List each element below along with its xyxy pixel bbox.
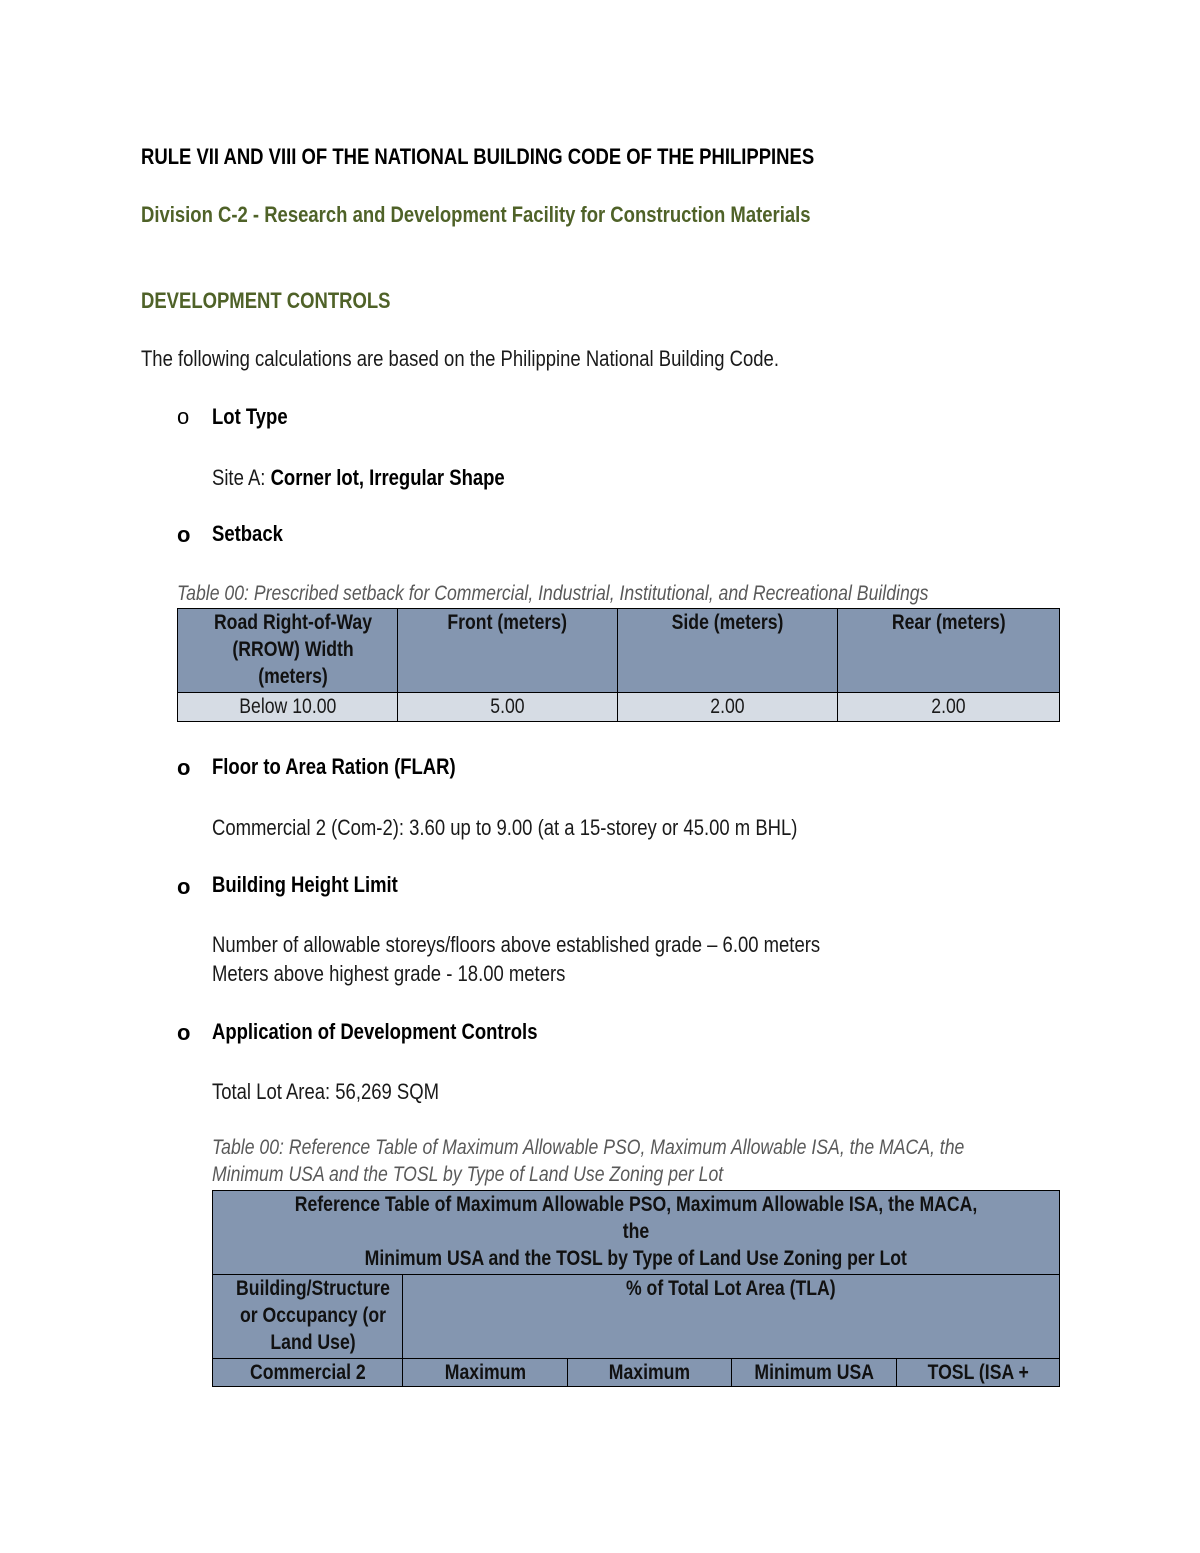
intro-paragraph: The following calculations are based on the Philippine National Building Code.	[141, 346, 779, 371]
setback-heading: Setback	[212, 521, 283, 546]
table-title-cell	[213, 1191, 1060, 1275]
height-limit-heading: Building Height Limit	[212, 872, 398, 897]
site-letter: A:	[247, 465, 266, 490]
bullet-marker: o	[177, 1020, 191, 1045]
bullet-marker: o	[177, 404, 190, 429]
site-line	[212, 465, 505, 491]
table-header-cell: Rear (meters)	[838, 609, 1060, 693]
site-value: Corner lot, Irregular Shape	[265, 465, 505, 490]
division-heading: Division C-2 - Research and Development Facility for Construction Materials	[141, 202, 811, 227]
lot-type-heading: Lot Type	[212, 404, 288, 429]
reference-table-caption-line2: Minimum USA and the TOSL by Type of Land Use Zoning per Lot	[212, 1163, 724, 1186]
table-header-row	[178, 609, 1060, 693]
bullet-marker: o	[177, 755, 191, 780]
flar-heading: Floor to Area Ration (FLAR)	[212, 754, 456, 779]
document-title: RULE VII AND VIII OF THE NATIONAL BUILDING CODE OF THE PHILIPPINES	[141, 144, 815, 169]
bullet-marker: o	[177, 874, 191, 899]
table-header-cell: TOSL (ISA +	[897, 1359, 1060, 1387]
table-title-row	[213, 1191, 1060, 1275]
table-row	[213, 1359, 1060, 1387]
table-row	[178, 693, 1060, 722]
table-header-cell: Maximum	[403, 1359, 568, 1387]
table-cell: 5.00	[398, 693, 618, 722]
table-title-line2: Minimum USA and the TOSL by Type of Land Use Zoning per Lot	[364, 1247, 908, 1270]
height-limit-line2: Meters above highest grade - 18.00 meters	[212, 961, 566, 986]
reference-table-caption-line1: Table 00: Reference Table of Maximum Allowable PSO, Maximum Allowable ISA, the MACA, the	[212, 1136, 965, 1159]
setback-table	[177, 608, 1060, 722]
table-header-cell: Minimum USA	[732, 1359, 897, 1387]
reference-table	[212, 1190, 1060, 1387]
total-lot-area: Total Lot Area: 56,269 SQM	[212, 1079, 440, 1104]
bullet-marker: o	[177, 522, 191, 547]
table-header-cell: % of Total Lot Area (TLA)	[403, 1275, 1060, 1359]
setback-table-caption: Table 00: Prescribed setback for Commercial, Industrial, Institutional, and Recreational Buildings	[177, 582, 929, 605]
table-header-row	[213, 1275, 1060, 1359]
section-heading: DEVELOPMENT CONTROLS	[141, 288, 391, 313]
table-header-cell: Side (meters)	[618, 609, 838, 693]
table-header-cell: Maximum	[568, 1359, 732, 1387]
table-cell: 2.00	[618, 693, 838, 722]
table-cell: Below 10.00	[178, 693, 398, 722]
table-header-cell: Road Right-of-Way (RROW) Width (meters)	[178, 609, 398, 693]
application-heading: Application of Development Controls	[212, 1019, 538, 1044]
table-header-cell: Building/Structure or Occupancy (or Land Use)	[213, 1275, 403, 1359]
flar-text: Commercial 2 (Com-2): 3.60 up to 9.00 (at a 15-storey or 45.00 m BHL)	[212, 815, 798, 840]
table-header-cell: Front (meters)	[398, 609, 618, 693]
table-cell: 2.00	[838, 693, 1060, 722]
table-header-cell: Commercial 2	[213, 1359, 403, 1387]
height-limit-line1: Number of allowable storeys/floors above established grade – 6.00 meters	[212, 932, 821, 957]
table-title-line1: Reference Table of Maximum Allowable PSO, Maximum Allowable ISA, the MACA, the	[294, 1193, 978, 1243]
site-prefix: Site	[212, 465, 248, 490]
